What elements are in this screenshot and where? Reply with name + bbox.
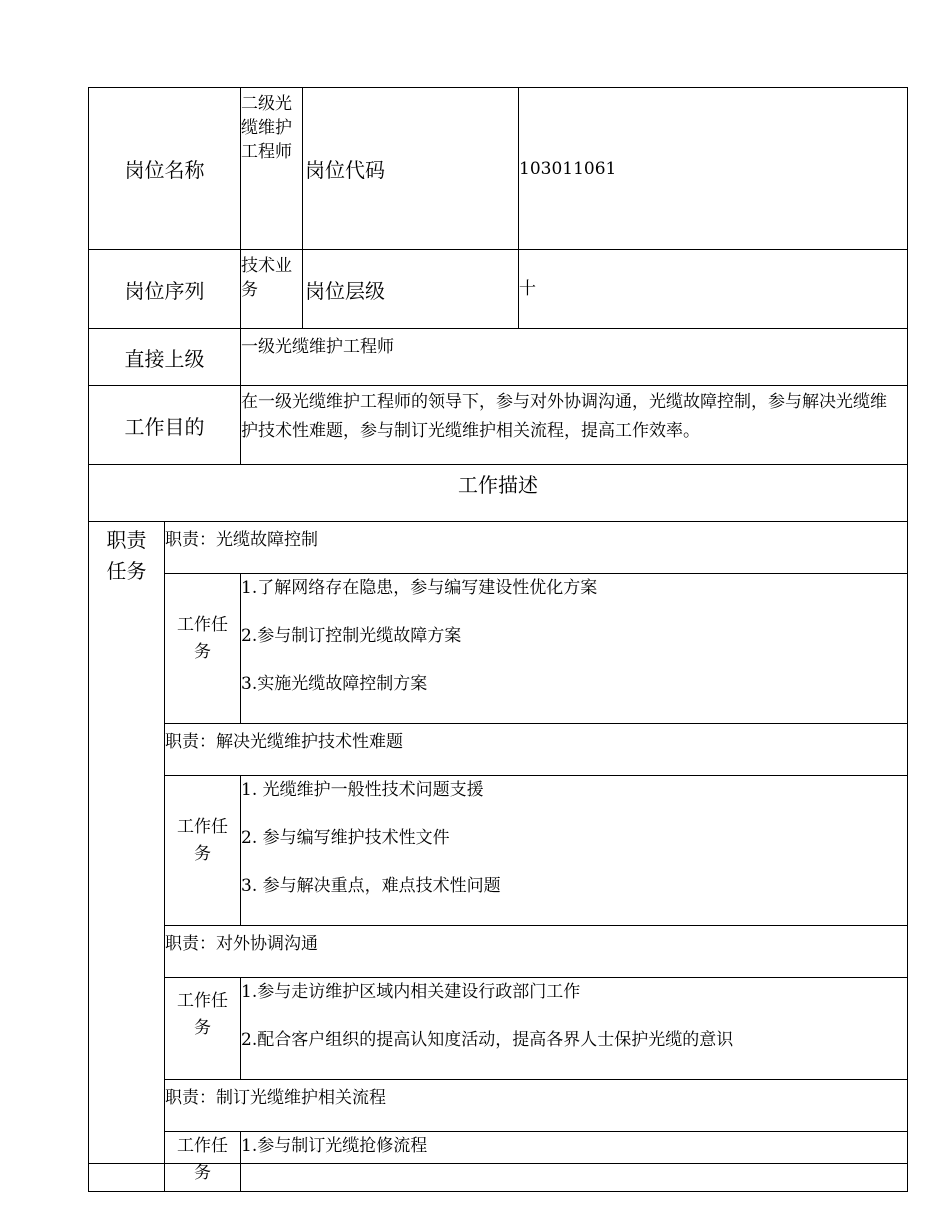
section-title: 工作描述 (89, 465, 908, 522)
post-name-value: 二级光缆维护工程师 (241, 88, 303, 250)
page-cut-line (88, 1163, 907, 1164)
task-item: 1.了解网络存在隐患，参与编写建设性优化方案 (241, 578, 598, 598)
task-list (241, 1132, 908, 1192)
task-item: 2. 参与编写维护技术性文件 (241, 828, 450, 848)
duty-title: 职责：光缆故障控制 (165, 522, 908, 574)
task-list (241, 978, 908, 1080)
row-superior (89, 329, 908, 386)
task-item: 3. 参与解决重点，难点技术性问题 (241, 876, 501, 896)
purpose-value: 在一级光缆维护工程师的领导下，参与对外协调沟通，光缆故障控制，参与解决光缆维护技术性难题，参与制订光缆维护相关流程，提高工作效率。 (241, 386, 908, 465)
task-row (89, 978, 908, 1080)
row-section-title (89, 465, 908, 522)
row-post-series (89, 250, 908, 329)
duty-row (89, 1080, 908, 1132)
row-post-name (89, 88, 908, 250)
job-description-sheet (88, 87, 907, 1183)
superior-value: 一级光缆维护工程师 (241, 329, 908, 386)
superior-label: 直接上级 (89, 329, 241, 386)
task-item: 1.参与走访维护区域内相关建设行政部门工作 (241, 982, 581, 1002)
post-level-label: 岗位层级 (303, 250, 519, 329)
task-label: 工作任务 (177, 614, 228, 662)
task-label: 工作任务 (177, 1136, 228, 1183)
task-row (89, 776, 908, 926)
task-label: 工作任务 (177, 816, 228, 864)
row-purpose (89, 386, 908, 465)
post-code-label: 岗位代码 (303, 88, 519, 250)
post-code-value: 103011061 (519, 88, 908, 250)
task-item: 1. 光缆维护一般性技术问题支援 (241, 780, 484, 800)
task-row (89, 1132, 908, 1192)
duty-title: 职责：对外协调沟通 (165, 926, 908, 978)
duty-title: 职责：解决光缆维护技术性难题 (165, 724, 908, 776)
task-item: 2.配合客户组织的提高认知度活动，提高各界人士保护光缆的意识 (241, 1030, 734, 1050)
post-series-value: 技术业务 (241, 250, 303, 329)
task-row (89, 574, 908, 724)
duty-row (89, 522, 908, 574)
duty-row (89, 724, 908, 776)
post-level-value: 十 (519, 250, 908, 329)
job-description-table (88, 87, 908, 1192)
duty-label: 职责任务 (106, 528, 147, 583)
task-list (241, 776, 908, 926)
post-name-label: 岗位名称 (89, 88, 241, 250)
task-label: 工作任务 (177, 991, 228, 1038)
duty-row (89, 926, 908, 978)
task-item: 3.实施光缆故障控制方案 (241, 674, 428, 694)
task-item: 1.参与制订光缆抢修流程 (241, 1136, 428, 1156)
duty-title: 职责：制订光缆维护相关流程 (165, 1080, 908, 1132)
purpose-label: 工作目的 (89, 386, 241, 465)
task-list (241, 574, 908, 724)
post-series-label: 岗位序列 (89, 250, 241, 329)
task-item: 2.参与制订控制光缆故障方案 (241, 626, 462, 646)
